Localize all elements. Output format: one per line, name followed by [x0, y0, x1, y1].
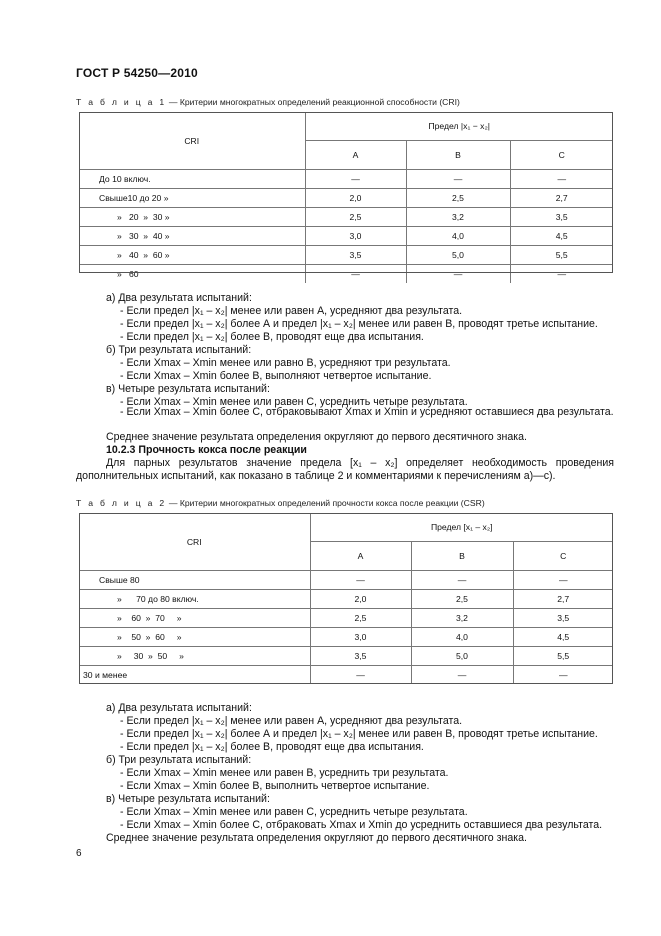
section-number: 10.2.3: [106, 444, 136, 456]
cell-a: 3,0: [305, 227, 406, 246]
cell-a: 3,0: [310, 628, 411, 647]
row-label: » 60: [117, 269, 139, 279]
row-label: » 30 » 40 »: [79, 227, 305, 246]
table1-subheader-a: А: [305, 141, 406, 170]
cell-b: 4,0: [406, 227, 510, 246]
table1-header-limit: Предел |x₁ − x₂|: [305, 112, 613, 141]
cell-b: —: [406, 170, 510, 189]
t1-a3: - Если предел |x₁ – x₂| более В, проводят еще два испытания.: [120, 331, 424, 343]
table2-subheader-b: В: [411, 542, 513, 571]
t1-a2: - Если предел |x₁ – x₂| более А и предел |x₁ – x₂| менее или равен В, проводят третье испытание.: [120, 318, 598, 330]
table2-subheader-c: С: [513, 542, 613, 571]
row-label: » 60 » 70 »: [79, 609, 310, 628]
t1-a1: - Если предел |x₁ – x₂| менее или равен А, усредняют два результата.: [120, 305, 463, 317]
t1-b2: - Если Xmax – Xmin более В, выполняют четвертое испытание.: [120, 370, 432, 382]
cell-a: —: [305, 265, 406, 284]
cell-c: —: [513, 571, 613, 590]
table-row: [79, 590, 613, 609]
table-row: [79, 609, 613, 628]
table2-header-cri: CRI: [79, 513, 310, 571]
cell-b: 2,5: [411, 590, 513, 609]
cell-a: 2,5: [305, 208, 406, 227]
t2-a1: - Если предел |x₁ – x₂| менее или равен А, усредняют два результата.: [120, 715, 463, 727]
table1-caption: [76, 97, 460, 107]
table-row: [79, 265, 613, 284]
table2-subheader-a: А: [310, 542, 411, 571]
cell-c: —: [513, 666, 613, 685]
row-label: Свыше 80: [79, 571, 310, 590]
row-label: 30 и менее: [83, 670, 128, 680]
t2-c2: - Если Xmax – Xmin более С, отбраковать Xmax и Xmin до усреднить оставшиеся два результата.: [120, 819, 603, 831]
section-heading: [106, 444, 307, 457]
row-label: » 20 » 30 »: [79, 208, 305, 227]
cell-c: 2,7: [513, 590, 613, 609]
t2-b1: - Если Xmax – Xmin менее или равен В, усреднить три результата.: [120, 767, 449, 779]
table2-caption: [76, 498, 485, 508]
t1-c2: - Если Xmax – Xmin более С, отбраковывают Xmax и Xmin и усредняют оставшиеся два результата.: [120, 406, 614, 418]
cell-c: 2,7: [510, 189, 613, 208]
row-label: Свыше10 до 20 »: [79, 189, 305, 208]
t1-paragraph: Для парных результатов значение предела [x₁ – x₂] определяет необходимость проведения дополнительных испытаний, как показано в таблице 2 и комментариями к перечислениям а)—с).: [76, 457, 614, 482]
table1-caption-text: — Критерии многократных определений реакционной способности (CRI): [168, 97, 460, 107]
cell-c: 5,5: [510, 246, 613, 265]
t1-mean: Среднее значение результата определения округляют до первого десятичного знака.: [106, 431, 527, 443]
table-row: [79, 227, 613, 246]
cell-c: 4,5: [510, 227, 613, 246]
cell-a: 2,5: [310, 609, 411, 628]
table-row: [79, 666, 613, 685]
t1-b-title: б) Три результата испытаний:: [106, 344, 252, 356]
table-row: [79, 208, 613, 227]
cell-a: 3,5: [305, 246, 406, 265]
t2-mean: Среднее значение результата определения округляют до первого десятичного знака.: [106, 832, 527, 844]
page-number: 6: [76, 848, 82, 859]
table2-caption-prefix: Т а б л и ц а 2: [76, 498, 167, 508]
cell-c: 4,5: [513, 628, 613, 647]
t1-a-title: а) Два результата испытаний:: [106, 292, 252, 304]
table2-caption-text: — Критерии многократных определений прочности кокса после реакции (CSR): [168, 498, 485, 508]
table-row: [79, 170, 613, 189]
cell-b: 2,5: [406, 189, 510, 208]
cell-a: —: [310, 571, 411, 590]
t2-c1: - Если Xmax – Xmin менее или равен С, усреднить четыре результата.: [120, 806, 468, 818]
cell-a: 3,5: [310, 647, 411, 666]
t1-b1: - Если Xmax – Xmin менее или равно В, усредняют три результата.: [120, 357, 451, 369]
row-label: » 50 » 60 »: [79, 628, 310, 647]
t1-c-title: в) Четыре результата испытаний:: [106, 383, 270, 395]
t2-b2: - Если Xmax – Xmin более В, выполнить четвертое испытание.: [120, 780, 430, 792]
table2-header-limit: Предел [x₁ – x₂]: [310, 513, 613, 542]
cell-c: 3,5: [513, 609, 613, 628]
cell-c: 3,5: [510, 208, 613, 227]
document-header: ГОСТ Р 54250—2010: [76, 66, 198, 80]
t2-a2: - Если предел |x₁ – x₂| более А и предел |x₁ – x₂| менее или равен В, проводят третье испытание.: [120, 728, 598, 740]
cell-b: —: [406, 265, 510, 284]
section-title: Прочность кокса после реакции: [138, 444, 307, 456]
cell-a: 2,0: [305, 189, 406, 208]
cell-c: 5,5: [513, 647, 613, 666]
cell-a: 2,0: [310, 590, 411, 609]
table1-subheader-b: В: [406, 141, 510, 170]
t2-a-title: а) Два результата испытаний:: [106, 702, 252, 714]
t2-b-title: б) Три результата испытаний:: [106, 754, 252, 766]
table-row: [79, 628, 613, 647]
cell-b: —: [411, 666, 513, 685]
cell-b: 4,0: [411, 628, 513, 647]
row-label: До 10 включ.: [79, 170, 305, 189]
row-label: » 70 до 80 включ.: [79, 590, 310, 609]
row-label: » 40 » 60 »: [79, 246, 305, 265]
cell-b: 3,2: [411, 609, 513, 628]
table-row: [79, 246, 613, 265]
table-row: [79, 189, 613, 208]
cell-b: —: [411, 571, 513, 590]
cell-c: —: [510, 170, 613, 189]
cell-b: 3,2: [406, 208, 510, 227]
cell-b: 5,0: [406, 246, 510, 265]
table-row: [79, 647, 613, 666]
cell-a: —: [305, 170, 406, 189]
cell-b: 5,0: [411, 647, 513, 666]
t2-a3: - Если предел |x₁ – x₂| более В, проводят еще два испытания.: [120, 741, 424, 753]
t1-c1: - Если Xmax – Xmin менее или равен С, усреднить четыре результата.: [120, 396, 468, 408]
cell-a: —: [310, 666, 411, 685]
table1-subheader-c: С: [510, 141, 613, 170]
cell-c: —: [510, 265, 613, 284]
table2: [79, 513, 613, 684]
table1: [79, 112, 613, 283]
row-label: » 30 » 50 »: [79, 647, 310, 666]
table1-caption-prefix: Т а б л и ц а 1: [76, 97, 167, 107]
table1-header-cri: CRI: [79, 112, 305, 170]
table-row: [79, 571, 613, 590]
t2-c-title: в) Четыре результата испытаний:: [106, 793, 270, 805]
